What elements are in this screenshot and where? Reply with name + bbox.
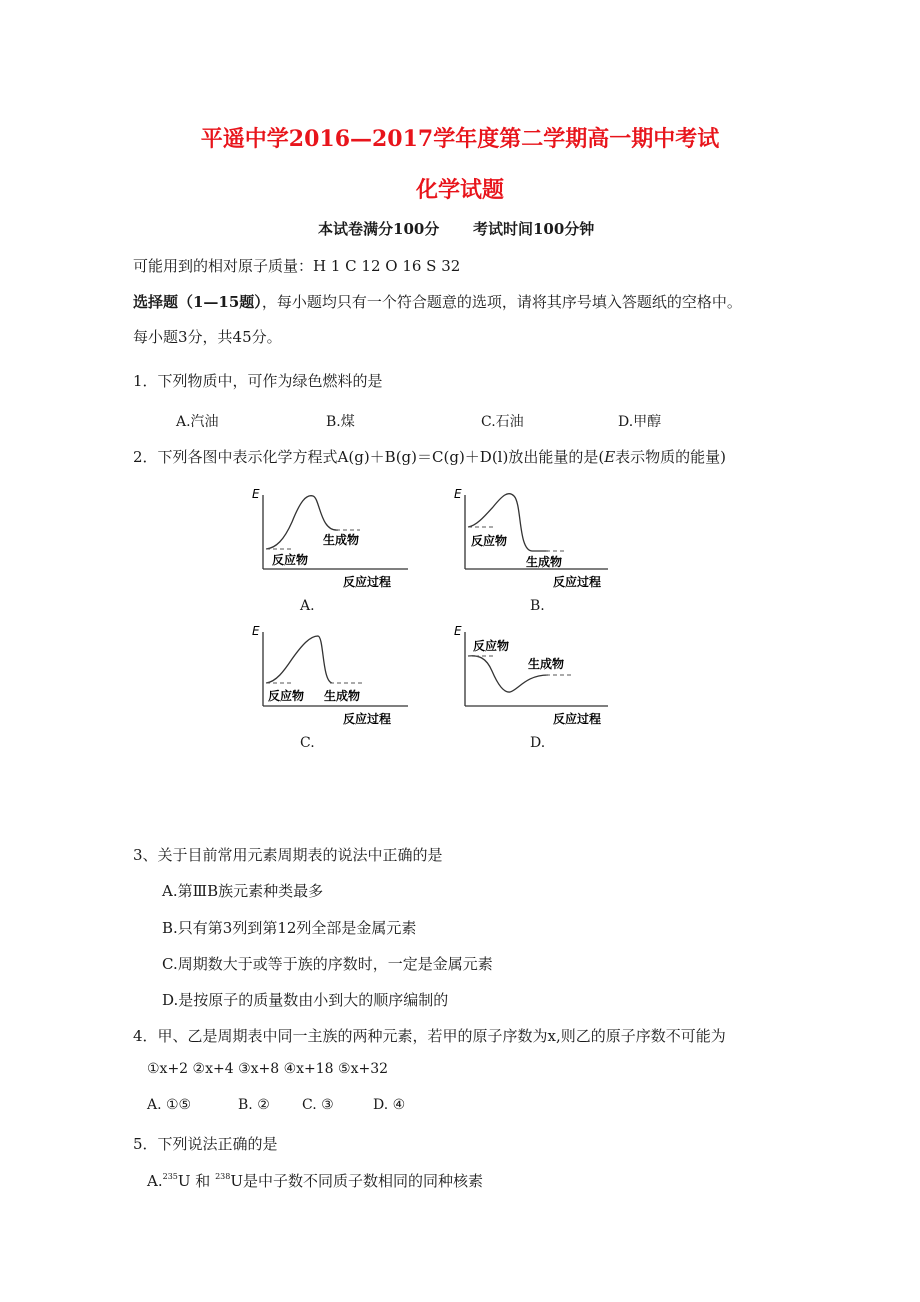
energy-diagram-a [248,482,428,592]
y-axis-label: E [252,487,260,501]
exam-time-info: 考试时间100分钟 [473,220,595,238]
q4-choices: ①x+2 ②x+4 ③x+8 ④x+18 ⑤x+32 [147,1061,389,1077]
q5-symbol-1: U 和 [177,1172,216,1190]
diagram-a-caption: A. [300,598,315,614]
q5-option-a-prefix: A. [147,1172,163,1190]
diagram-d-caption: D. [530,735,546,751]
x-axis-label: 反应过程 [343,712,392,726]
product-label: 生成物 [528,657,565,671]
product-label: 生成物 [526,555,563,569]
exam-title: 平遥中学2016—2017学年度第二学期高一期中考试 [200,126,720,152]
energy-diagram-d [448,619,628,729]
q5-mass-number-1: 235 [162,1172,178,1181]
q5-symbol-2: U [230,1172,244,1190]
q3-stem: 3、关于目前常用元素周期表的说法中正确的是 [133,846,443,864]
x-axis-label: 反应过程 [553,712,602,726]
q5-mass-number-2: 238 [215,1172,231,1181]
q1-stem: 1．下列物质中，可作为绿色燃料的是 [133,372,383,390]
q4-stem: 4．甲、乙是周期表中同一主族的两种元素，若甲的原子序数为x,则乙的原子序数不可能为 [133,1027,726,1045]
section-line2: 每小题3分，共45分。 [133,328,282,346]
q5-stem: 5．下列说法正确的是 [133,1135,278,1153]
q1-option-a: A.汽油 [176,414,219,430]
q2-stem [133,446,726,467]
diagram-c-caption: C. [300,735,315,751]
y-axis-label: E [252,624,260,638]
q1-option-d: D.甲醇 [618,414,662,430]
section-label: 选择题（1—15题） [133,293,262,311]
product-label: 生成物 [323,533,360,547]
q5-option-a-rest: 是中子数不同质子数相同的同种核素 [243,1172,484,1190]
q3-option-a: A.第ⅢB族元素种类最多 [162,882,324,900]
energy-curve [266,636,332,683]
q4-option-c: C. ③ [302,1097,334,1113]
exam-subtitle: 化学试题 [415,177,504,203]
q3-option-d: D.是按原子的质量数由小到大的顺序编制的 [162,991,449,1009]
section-rest: ，每小题均只有一个符合题意的选项，请将其序号填入答题纸的空格中。 [261,293,742,311]
energy-diagram-b [448,482,628,592]
q1-option-b: B.煤 [326,414,355,430]
x-axis-label: 反应过程 [343,575,392,589]
q2-stem-e: E [604,448,616,466]
q5-option-a [147,1170,483,1191]
q2-stem-b: 表示物质的能量) [615,448,726,466]
section-instructions [133,291,742,312]
q3-option-c: C.周期数大于或等于族的序数时，一定是金属元素 [162,955,493,973]
q2-stem-a: 2．下列各图中表示化学方程式A(g)＋B(g)＝C(g)＋D(l)放出能量的是( [133,448,605,466]
q4-option-d: D. ④ [373,1097,406,1113]
q4-option-b: B. ② [238,1097,270,1113]
reactant-label: 反应物 [471,534,508,548]
q4-option-a: A. ①⑤ [147,1097,192,1113]
y-axis-label: E [454,487,462,501]
energy-diagram-c [248,619,428,729]
q3-option-b: B.只有第3列到第12列全部是金属元素 [162,919,417,937]
x-axis-label: 反应过程 [553,575,602,589]
product-label: 生成物 [324,689,361,703]
y-axis-label: E [454,624,462,638]
reactant-label: 反应物 [473,639,510,653]
exam-score-info: 本试卷满分100分 [318,220,440,238]
q1-option-c: C.石油 [481,414,524,430]
reactant-label: 反应物 [272,553,309,567]
diagram-b-caption: B. [530,598,545,614]
reactant-label: 反应物 [268,689,305,703]
atomic-masses: 可能用到的相对原子质量：H 1 C 12 O 16 S 32 [133,257,461,275]
